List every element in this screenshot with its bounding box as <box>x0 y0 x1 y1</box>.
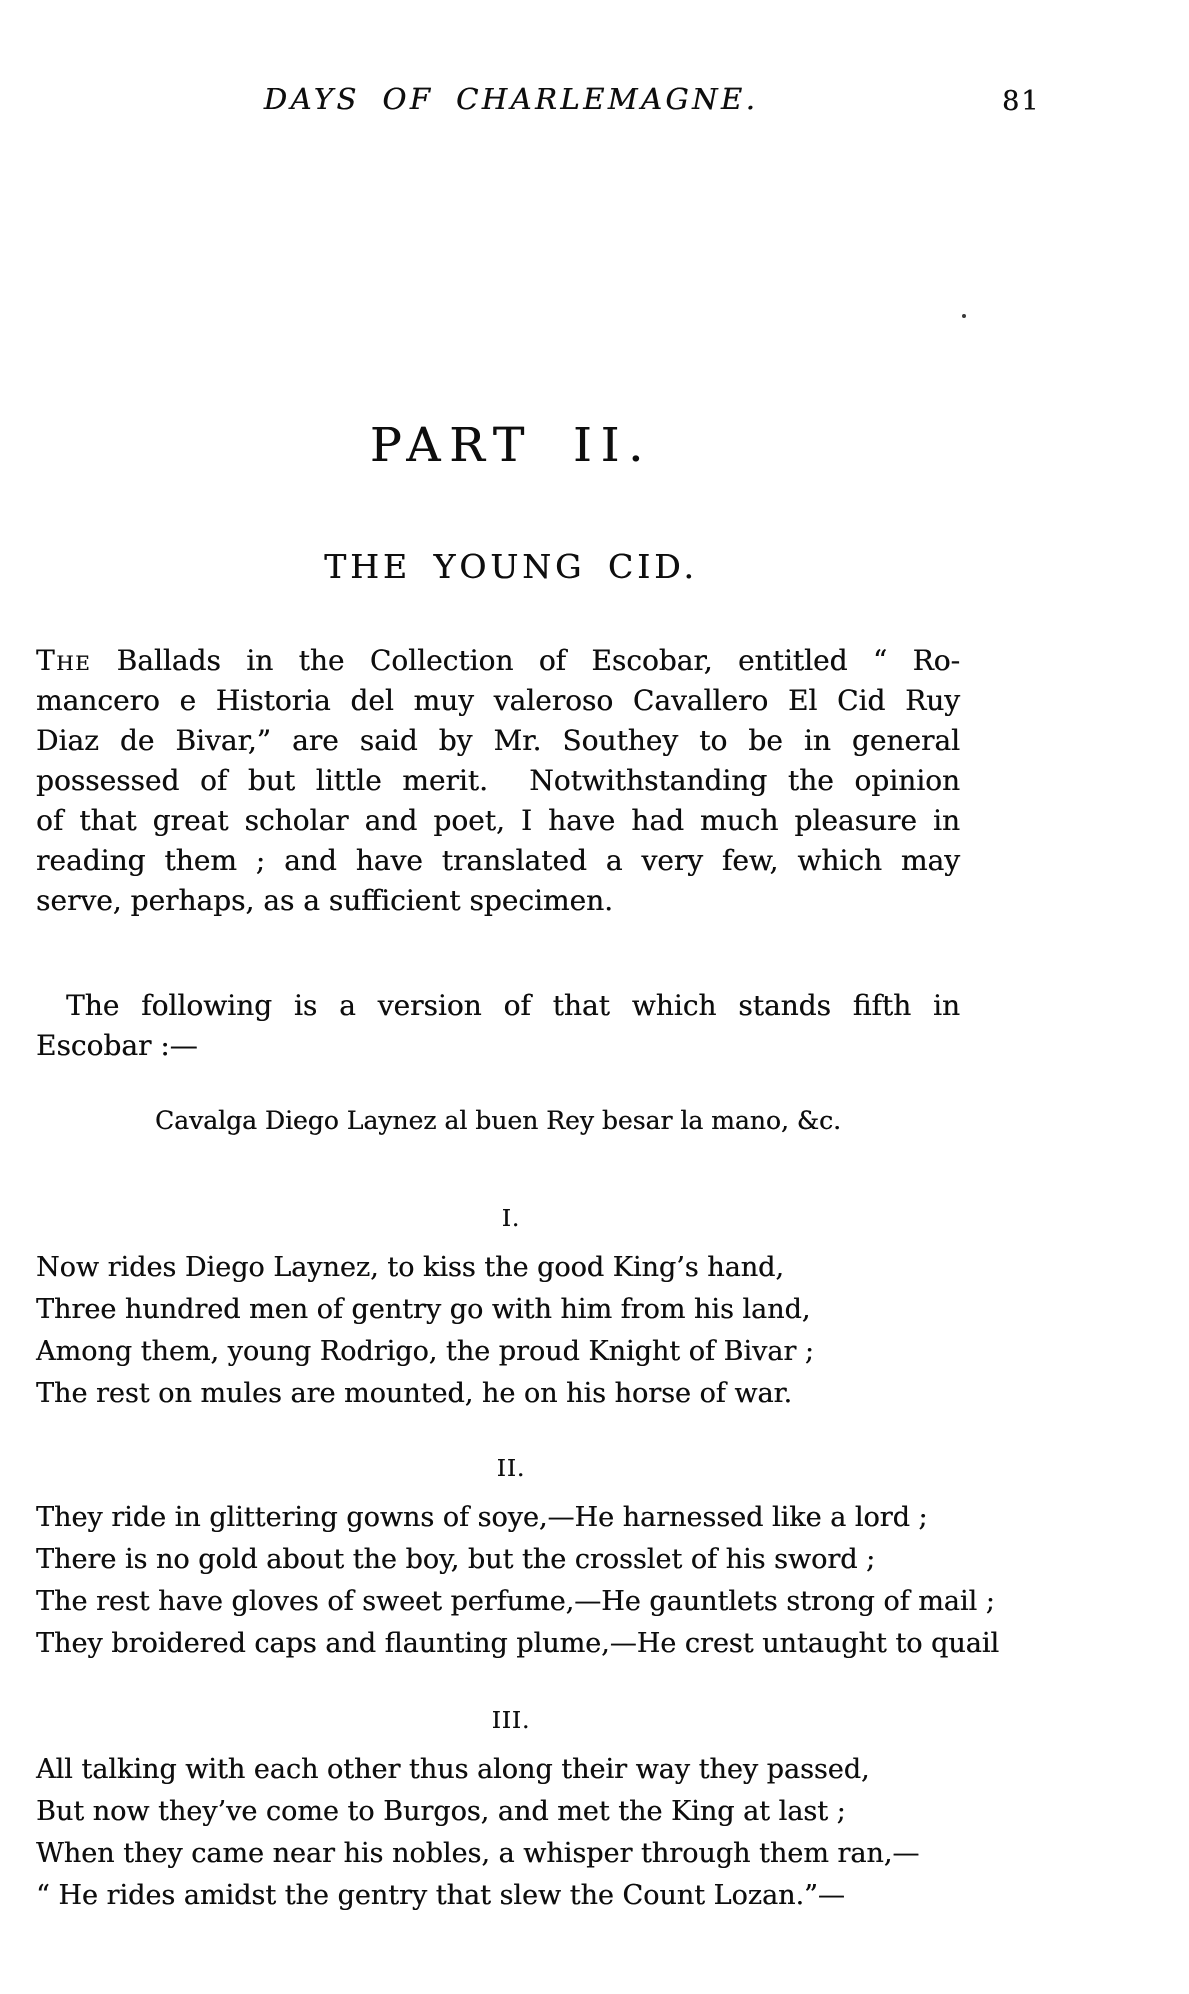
prose-line-text: Ballads in the Collection of Escobar, entitled “ Ro- <box>116 644 960 677</box>
prose-line: of that great scholar and poet, I have had much pleasure in <box>36 804 960 837</box>
part-heading: PART II. <box>369 418 653 473</box>
section-numeral-2: II. <box>496 1456 526 1482</box>
prose-line: The following is a version of that which stands fifth in <box>66 989 960 1022</box>
verse-line: Among them, young Rodrigo, the proud Knight of Bivar ; <box>36 1336 814 1367</box>
prose-line <box>36 641 960 681</box>
prose-line: Diaz de Bivar,” are said by Mr. Southey to be in general <box>36 724 960 757</box>
verse-line: “ He rides amidst the gentry that slew the Count Lozan.”— <box>36 1880 845 1911</box>
page-number: 81 <box>1002 86 1041 117</box>
verse-line: There is no gold about the boy, but the crosslet of his sword ; <box>36 1544 876 1575</box>
verse-line: But now they’ve come to Burgos, and met the King at last ; <box>36 1796 846 1827</box>
intro-paragraph <box>36 641 960 921</box>
verse-line: Three hundred men of gentry go with him from his land, <box>36 1294 811 1325</box>
stanza-3 <box>36 1749 1176 1917</box>
prose-line: serve, perhaps, as a sufficient specimen. <box>36 884 613 917</box>
stanza-1 <box>36 1247 1176 1415</box>
prose-line: possessed of but little merit. Notwithstanding the opinion <box>36 764 960 797</box>
prose-line: reading them ; and have translated a very few, which may <box>36 844 960 877</box>
section-numeral-1: I. <box>501 1206 521 1232</box>
prose-line: Escobar :— <box>36 1029 198 1062</box>
section-numeral-3: III. <box>491 1708 531 1734</box>
chapter-heading: THE YOUNG CID. <box>324 547 698 586</box>
spanish-quote-line: Cavalga Diego Laynez al buen Rey besar la mano, &c. <box>154 1106 841 1135</box>
scan-speck-dot <box>962 314 966 318</box>
verse-line: The rest have gloves of sweet perfume,—He gauntlets strong of mail ; <box>36 1586 995 1617</box>
smallcaps-lead-word: The <box>36 644 92 677</box>
verse-line: They ride in glittering gowns of soye,—He harnessed like a lord ; <box>36 1502 928 1533</box>
second-paragraph <box>36 986 960 1066</box>
verse-line: They broidered caps and flaunting plume,—He crest untaught to quail <box>36 1628 1000 1659</box>
stanza-2 <box>36 1497 1176 1665</box>
running-header-title: DAYS OF CHARLEMAGNE. <box>263 82 759 116</box>
verse-line: Now rides Diego Laynez, to kiss the good King’s hand, <box>36 1252 784 1283</box>
verse-line: All talking with each other thus along their way they passed, <box>36 1754 870 1785</box>
verse-line: The rest on mules are mounted, he on his horse of war. <box>36 1378 793 1409</box>
verse-line: When they came near his nobles, a whisper through them ran,— <box>36 1838 920 1869</box>
prose-line: mancero e Historia del muy valeroso Cavallero El Cid Ruy <box>36 684 960 717</box>
